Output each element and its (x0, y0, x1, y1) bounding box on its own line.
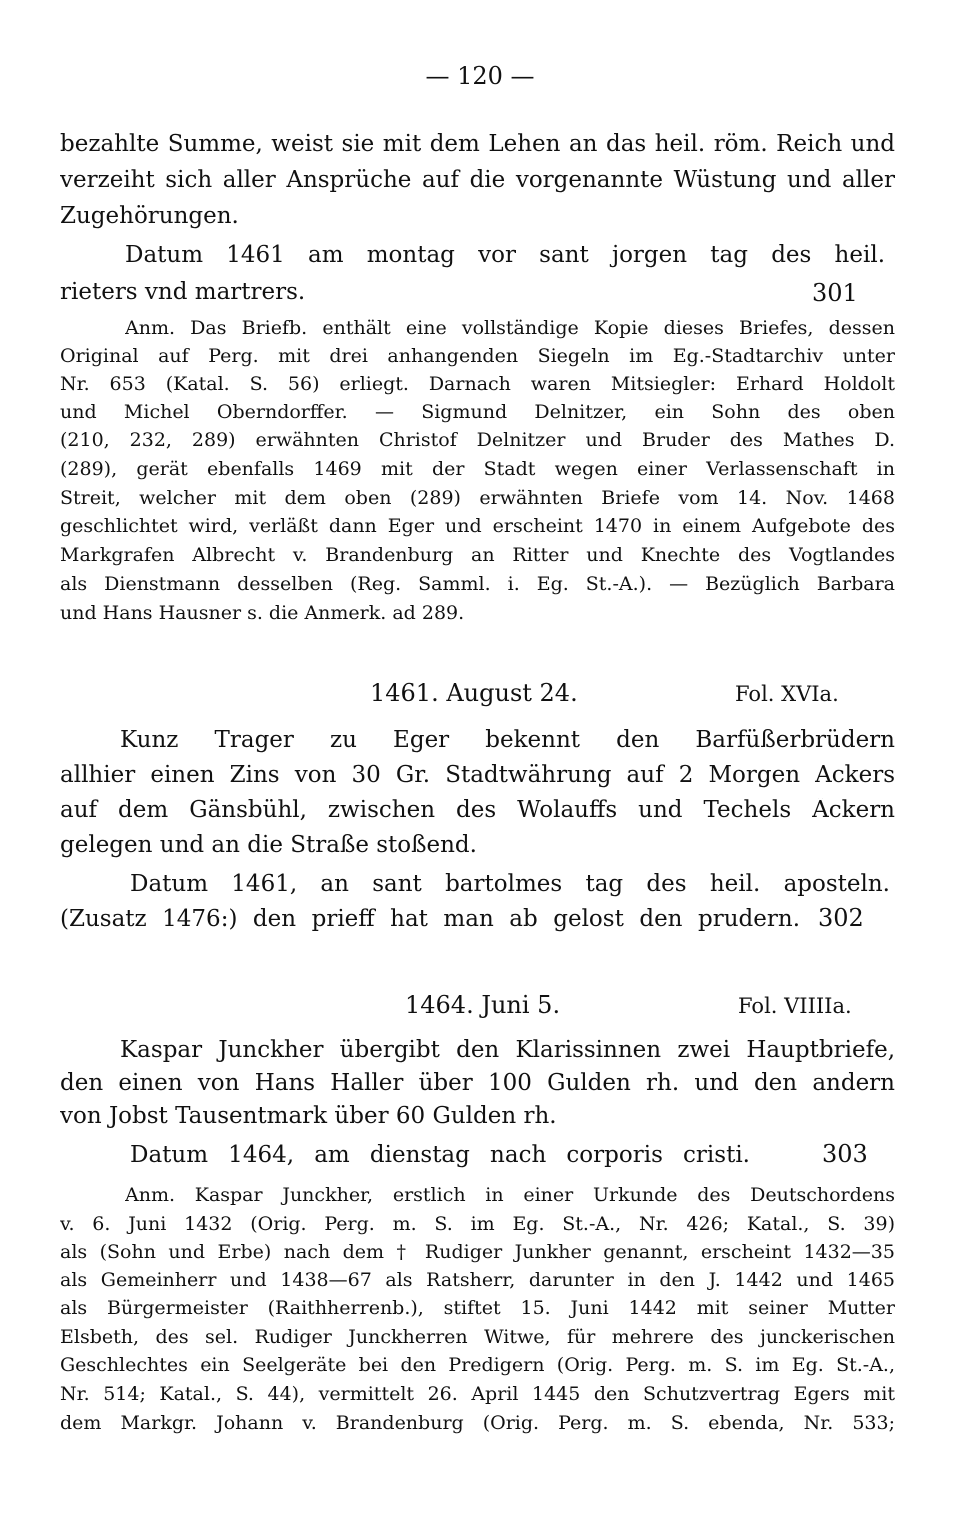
text-line: von Jobst Tausentmark über 60 Gulden rh. (60, 1104, 557, 1129)
entry-date: 1461. August 24. (370, 679, 578, 707)
text-line: den einen von Hans Haller über 100 Gulden rh. und den andern (60, 1071, 895, 1096)
note-line: geschlichtet wird, verläßt dann Eger und erscheint 1470 in einem Aufgebote des (60, 516, 895, 537)
note-line: Original auf Perg. mit drei anhangenden Siegeln im Eg.-Stadtarchiv unter (60, 346, 895, 367)
text-line: gelegen und an die Straße stoßend. (60, 833, 477, 858)
text-line: auf dem Gänsbühl, zwischen des Wolauffs und Techels Äckern (60, 798, 895, 823)
text-line: verzeiht sich aller Ansprüche auf die vorgenannte Wüstung und aller (60, 168, 895, 193)
datum-line: Datum 1461 am montag vor sant jorgen tag des heil. (125, 243, 885, 268)
datum-line: (Zusatz 1476:) den prieff hat man ab gelost den prudern. (60, 907, 800, 932)
text-line: Kaspar Junckher übergibt den Klarissinnen zwei Hauptbriefe, (120, 1038, 895, 1063)
entry-date: 1464. Juni 5. (405, 991, 561, 1019)
datum-line: rieters vnd martrers. (60, 280, 306, 305)
note-line: Markgrafen Albrecht v. Brandenburg an Ritter und Knechte des Vogtlandes (60, 545, 895, 566)
entry-number: 303 (822, 1140, 868, 1168)
text-line: allhier einen Zins von 30 Gr. Stadtwährung auf 2 Morgen Ackers (60, 763, 895, 788)
entry-number: 302 (818, 904, 864, 932)
note-line: und Michel Oberndorffer. — Sigmund Delnitzer, ein Sohn des oben (60, 402, 895, 423)
note-line: Nr. 514; Katal., S. 44), vermittelt 26. April 1445 den Schutzvertrag Egers mit (60, 1384, 895, 1405)
text-line: Zugehörungen. (60, 204, 239, 229)
note-line: als Dienstmann desselben (Reg. Samml. i. Eg. St.-A.). — Bezüglich Barbara (60, 574, 895, 595)
note-line: und Hans Hausner s. die Anmerk. ad 289. (60, 603, 465, 624)
note-line: Geschlechtes ein Seelgeräte bei den Predigern (Orig. Perg. m. S. im Eg. St.-A., (60, 1355, 895, 1376)
note-line: dem Markgr. Johann v. Brandenburg (Orig. Perg. m. S. ebenda, Nr. 533; (60, 1413, 895, 1434)
note-line: als Gemeinherr und 1438—67 als Ratsherr, darunter in den J. 1442 und 1465 (60, 1270, 895, 1291)
datum-line: Datum 1464, am dienstag nach corporis cristi. (130, 1143, 750, 1168)
text-line: Kunz Trager zu Eger bekennt den Barfüßerbrüdern (120, 728, 895, 753)
note-line: als Bürgermeister (Raithherrenb.), stiftet 15. Juni 1442 mit seiner Mutter (60, 1298, 895, 1319)
datum-line: Datum 1461, an sant bartolmes tag des heil. aposteln. (130, 872, 890, 897)
note-line: Nr. 653 (Katal. S. 56) erliegt. Darnach waren Mitsiegler: Erhard Holdolt (60, 374, 895, 395)
note-line: (210, 232, 289) erwähnten Christof Delnitzer und Bruder des Mathes D. (60, 430, 895, 451)
note-line: Anm. Das Briefb. enthält eine vollständige Kopie dieses Briefes, dessen (125, 318, 895, 339)
note-line: v. 6. Juni 1432 (Orig. Perg. m. S. im Eg. St.-A., Nr. 426; Katal., S. 39) (60, 1214, 895, 1235)
note-line: Streit, welcher mit dem oben (289) erwähnten Briefe vom 14. Nov. 1468 (60, 488, 895, 509)
note-line: als (Sohn und Erbe) nach dem † Rudiger Junkher genannt, erscheint 1432—35 (60, 1242, 895, 1263)
note-line: (289), gerät ebenfalls 1469 mit der Stadt wegen einer Verlassenschaft in (60, 459, 895, 480)
folio-reference: Fol. XVIa. (735, 682, 839, 706)
text-line: bezahlte Summe, weist sie mit dem Lehen an das heil. röm. Reich und (60, 132, 895, 157)
note-line: Anm. Kaspar Junckher, erstlich in einer Urkunde des Deutschordens (125, 1185, 895, 1206)
note-line: Elsbeth, des sel. Rudiger Junckherren Witwe, für mehrere des junckerischen (60, 1327, 895, 1348)
folio-reference: Fol. VIIIIa. (738, 994, 852, 1018)
page-number: — 120 — (425, 62, 535, 90)
entry-number: 301 (812, 279, 858, 307)
